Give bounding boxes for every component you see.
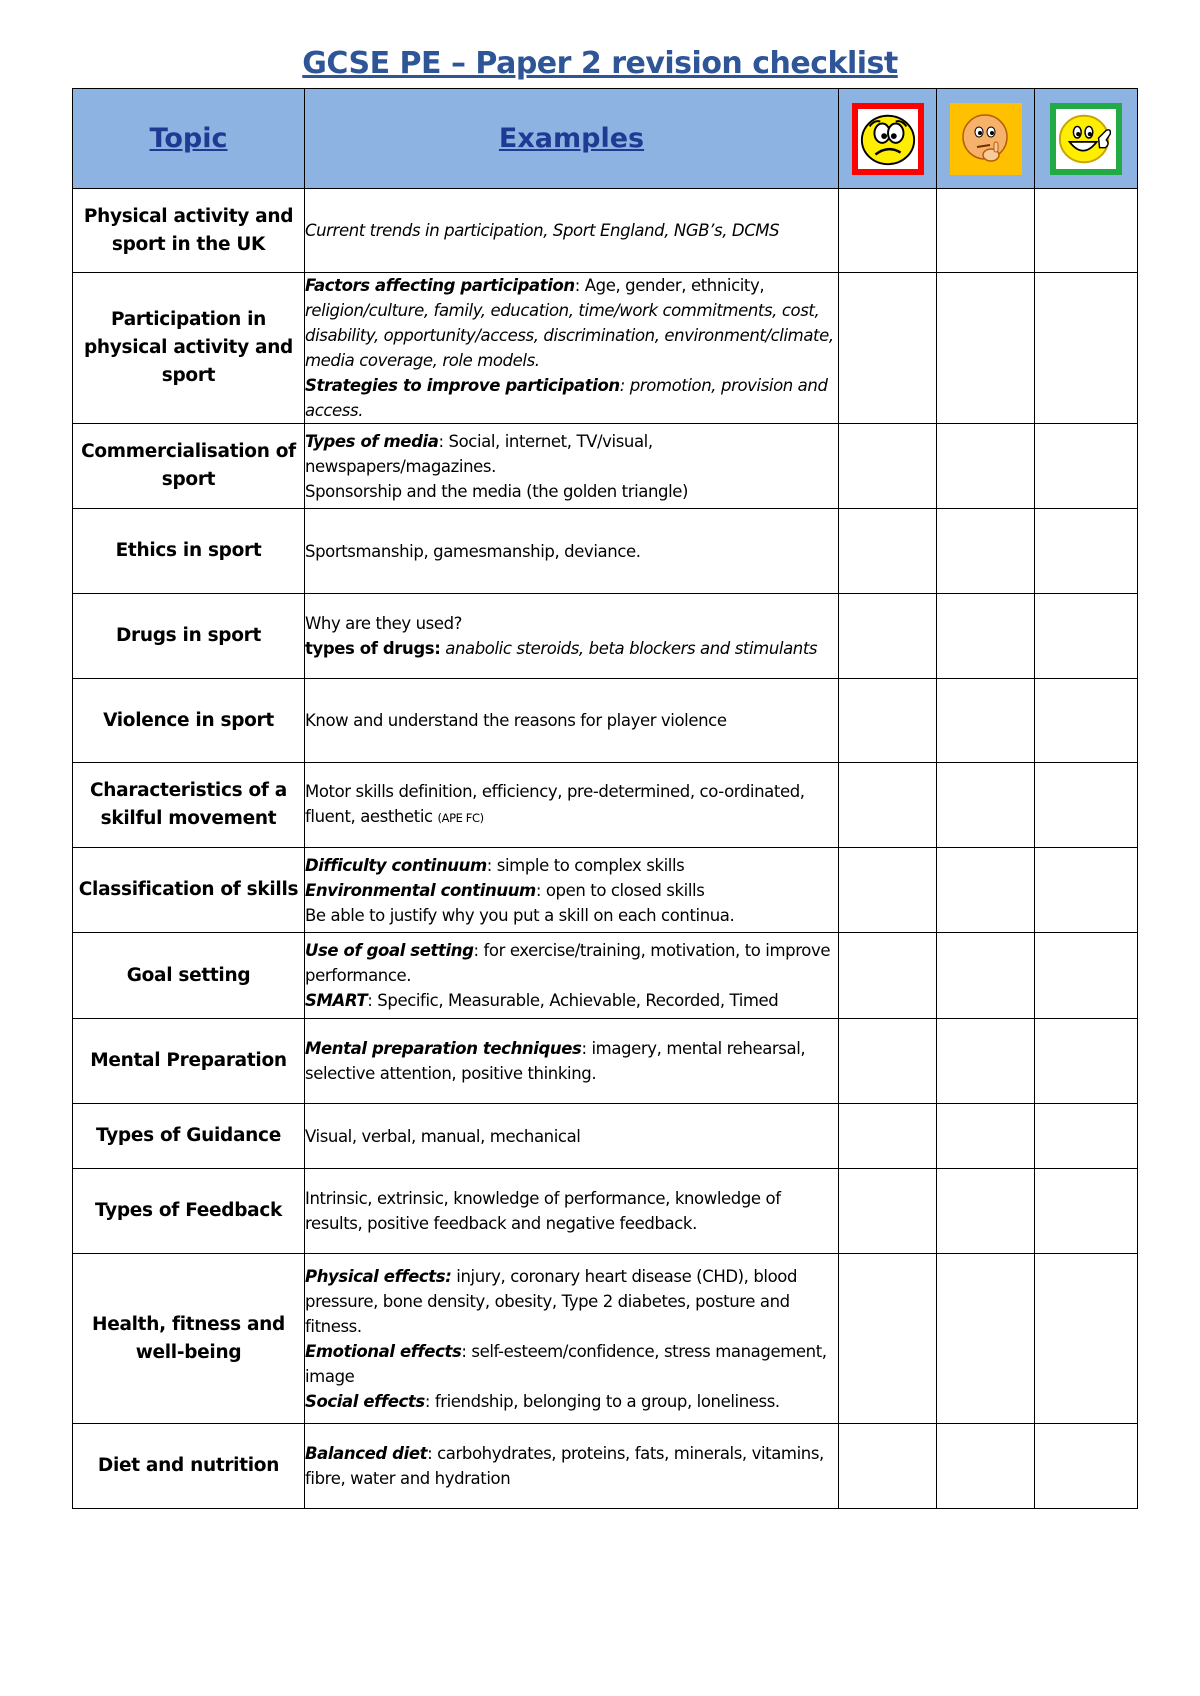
examples-cell (305, 509, 839, 594)
examples-cell (305, 424, 839, 509)
example-text: SMART (305, 991, 368, 1010)
example-text: Visual, verbal, manual, mechanical (305, 1126, 581, 1146)
rating-box-not-confident[interactable] (839, 273, 937, 424)
example-text: Sportsmanship, gamesmanship, deviance. (305, 541, 641, 561)
topic-cell: Goal setting (73, 933, 305, 1019)
example-line (305, 1036, 838, 1086)
rating-box-somewhat-confident[interactable] (937, 848, 1035, 933)
topic-cell: Types of Feedback (73, 1169, 305, 1254)
example-line (305, 218, 838, 243)
rating-box-confident[interactable] (1035, 273, 1138, 424)
rating-box-confident[interactable] (1035, 424, 1138, 509)
example-text: : imagery, mental rehearsal, selective attention, positive thinking. (305, 1039, 806, 1083)
rating-box-confident[interactable] (1035, 1019, 1138, 1104)
rating-box-somewhat-confident[interactable] (937, 1254, 1035, 1424)
example-line (305, 1389, 838, 1414)
topic-cell: Physical activity and sport in the UK (73, 189, 305, 273)
example-line (305, 903, 838, 928)
example-line (305, 429, 838, 479)
table-row (73, 679, 1138, 763)
checklist-body (73, 189, 1138, 1509)
rating-box-not-confident[interactable] (839, 189, 937, 273)
example-text: Motor skills definition, efficiency, pre-determined, co-ordinated, fluent, aesthetic (305, 782, 805, 826)
revision-checklist-table (72, 88, 1138, 1509)
example-line (305, 539, 838, 564)
example-line (305, 878, 838, 903)
example-text: Current trends in participation, Sport England, NGB’s, DCMS (305, 221, 780, 240)
example-text: Know and understand the reasons for player violence (305, 711, 727, 730)
topic-cell: Commercialisation of sport (73, 424, 305, 509)
topic-cell: Classification of skills (73, 848, 305, 933)
example-text: Physical effects: (305, 1266, 452, 1286)
example-text: Factors affecting participation (305, 276, 575, 295)
rating-box-not-confident[interactable] (839, 424, 937, 509)
topic-cell: Participation in physical activity and sport (73, 273, 305, 424)
rating-header-thinking (937, 89, 1035, 189)
rating-header-happy (1035, 89, 1138, 189)
example-text: Strategies to improve participation (305, 376, 620, 395)
example-line (305, 1264, 838, 1339)
rating-box-somewhat-confident[interactable] (937, 933, 1035, 1019)
table-row (73, 763, 1138, 848)
examples-header: Examples (305, 89, 839, 189)
example-line (305, 1441, 838, 1491)
examples-cell (305, 1104, 839, 1169)
topic-header: Topic (73, 89, 305, 189)
rating-box-confident[interactable] (1035, 1254, 1138, 1424)
table-row (73, 1424, 1138, 1509)
rating-box-somewhat-confident[interactable] (937, 1104, 1035, 1169)
example-line (305, 708, 838, 733)
example-text: (APE FC) (437, 811, 484, 825)
topic-cell: Types of Guidance (73, 1104, 305, 1169)
example-text: Use of goal setting (305, 941, 474, 960)
table-row (73, 273, 1138, 424)
rating-box-confident[interactable] (1035, 1169, 1138, 1254)
rating-box-not-confident[interactable] (839, 1254, 937, 1424)
rating-box-confident[interactable] (1035, 189, 1138, 273)
example-text: Difficulty continuum (305, 855, 487, 875)
example-line (305, 479, 838, 504)
rating-box-confident[interactable] (1035, 1424, 1138, 1509)
examples-cell (305, 273, 839, 424)
example-text: religion/culture, family, education, time/work commitments, cost, disability, opportunity/access, discrimination, environment/climate, media coverage, role models. (305, 301, 834, 370)
topic-cell: Violence in sport (73, 679, 305, 763)
rating-box-somewhat-confident[interactable] (937, 273, 1035, 424)
topic-cell: Mental Preparation (73, 1019, 305, 1104)
rating-box-not-confident[interactable] (839, 594, 937, 679)
example-text: Emotional effects (305, 1341, 462, 1361)
examples-cell (305, 1019, 839, 1104)
examples-cell (305, 189, 839, 273)
topic-cell: Diet and nutrition (73, 1424, 305, 1509)
rating-box-confident[interactable] (1035, 848, 1138, 933)
rating-box-not-confident[interactable] (839, 1019, 937, 1104)
example-line (305, 853, 838, 878)
table-row (73, 189, 1138, 273)
example-line (305, 938, 838, 988)
example-text: : promotion, provision and access. (305, 376, 828, 420)
example-line (305, 611, 838, 636)
example-text: Why are they used? (305, 614, 463, 633)
example-line (305, 1339, 838, 1389)
example-text: : Social, internet, TV/visual, newspapers/magazines. (305, 431, 653, 476)
example-text: : for exercise/training, motivation, to improve performance. (305, 941, 831, 985)
example-text: Sponsorship and the media (the golden triangle) (305, 481, 689, 501)
example-text: anabolic steroids, beta blockers and stimulants (440, 639, 818, 658)
examples-cell (305, 848, 839, 933)
topic-cell: Ethics in sport (73, 509, 305, 594)
table-row (73, 424, 1138, 509)
topic-cell: Characteristics of a skilful movement (73, 763, 305, 848)
topic-cell: Drugs in sport (73, 594, 305, 679)
rating-box-confident[interactable] (1035, 679, 1138, 763)
example-text: Social effects (305, 1391, 425, 1411)
rating-box-somewhat-confident[interactable] (937, 763, 1035, 848)
example-line (305, 636, 838, 661)
rating-box-somewhat-confident[interactable] (937, 509, 1035, 594)
table-row (73, 1169, 1138, 1254)
example-line (305, 779, 838, 831)
examples-cell (305, 933, 839, 1019)
thinking-face-icon (950, 103, 1022, 175)
examples-cell (305, 679, 839, 763)
table-row (73, 1104, 1138, 1169)
rating-box-somewhat-confident[interactable] (937, 189, 1035, 273)
rating-box-somewhat-confident[interactable] (937, 1169, 1035, 1254)
example-text: Environmental continuum (305, 880, 536, 900)
example-text: Types of media (305, 431, 439, 451)
examples-cell (305, 1424, 839, 1509)
example-text: : Specific, Measurable, Achievable, Recorded, Timed (367, 991, 779, 1010)
rating-box-not-confident[interactable] (839, 763, 937, 848)
table-row (73, 509, 1138, 594)
example-line (305, 1124, 838, 1149)
rating-box-somewhat-confident[interactable] (937, 1019, 1035, 1104)
rating-header-worried (839, 89, 937, 189)
worried-face-icon (852, 103, 924, 175)
rating-box-not-confident[interactable] (839, 1169, 937, 1254)
example-text: types of drugs: (305, 639, 441, 658)
examples-cell (305, 594, 839, 679)
rating-box-confident[interactable] (1035, 1104, 1138, 1169)
rating-box-somewhat-confident[interactable] (937, 594, 1035, 679)
topic-cell: Health, fitness and well-being (73, 1254, 305, 1424)
example-text: : self-esteem/confidence, stress management, image (305, 1341, 827, 1386)
table-row (73, 1254, 1138, 1424)
rating-box-somewhat-confident[interactable] (937, 1424, 1035, 1509)
rating-box-not-confident[interactable] (839, 933, 937, 1019)
table-row (73, 1019, 1138, 1104)
rating-box-somewhat-confident[interactable] (937, 679, 1035, 763)
rating-box-confident[interactable] (1035, 594, 1138, 679)
example-text: : friendship, belonging to a group, loneliness. (424, 1391, 780, 1411)
example-text: Mental preparation techniques (305, 1039, 582, 1058)
rating-box-not-confident[interactable] (839, 1104, 937, 1169)
table-row (73, 848, 1138, 933)
rating-box-not-confident[interactable] (839, 679, 937, 763)
rating-box-confident[interactable] (1035, 763, 1138, 848)
example-text: : carbohydrates, proteins, fats, minerals, vitamins, fibre, water and hydration (305, 1444, 824, 1488)
example-line (305, 273, 838, 373)
example-text: : Age, gender, ethnicity, (574, 276, 765, 295)
examples-cell (305, 763, 839, 848)
example-line (305, 1186, 838, 1236)
table-row (73, 933, 1138, 1019)
example-text: injury, coronary heart disease (CHD), blood pressure, bone density, obesity, Type 2 diabetes, posture and fitness. (305, 1266, 798, 1336)
rating-box-confident[interactable] (1035, 509, 1138, 594)
rating-box-not-confident[interactable] (839, 509, 937, 594)
rating-box-not-confident[interactable] (839, 848, 937, 933)
example-text: Balanced diet (305, 1444, 428, 1463)
examples-cell (305, 1254, 839, 1424)
rating-box-not-confident[interactable] (839, 1424, 937, 1509)
example-text: Intrinsic, extrinsic, knowledge of performance, knowledge of results, positive feedback and negative feedback. (305, 1189, 781, 1233)
header-row (73, 89, 1138, 189)
example-text: : open to closed skills (535, 880, 705, 900)
example-text: Be able to justify why you put a skill on each continua. (305, 905, 735, 925)
happy-face-icon (1050, 103, 1122, 175)
rating-box-somewhat-confident[interactable] (937, 424, 1035, 509)
example-text: : simple to complex skills (486, 855, 685, 875)
rating-box-confident[interactable] (1035, 933, 1138, 1019)
table-row (73, 594, 1138, 679)
page-title: GCSE PE – Paper 2 revision checklist (302, 46, 898, 81)
example-line (305, 988, 838, 1013)
example-line (305, 373, 838, 423)
examples-cell (305, 1169, 839, 1254)
